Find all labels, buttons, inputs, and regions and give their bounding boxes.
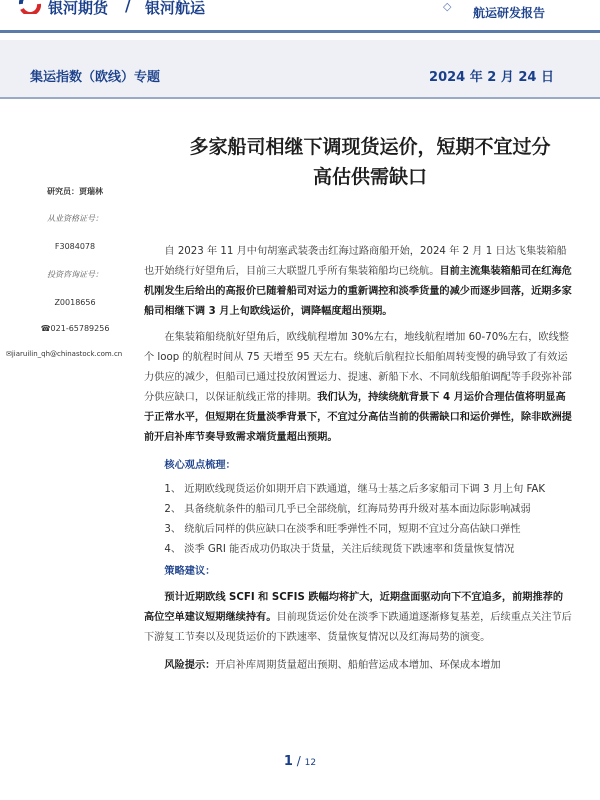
brand-subname: 银河航运 — [145, 0, 206, 17]
header-divider — [0, 30, 600, 33]
report-body — [144, 242, 572, 676]
report-topic: 集运指数（欧线）专题 — [30, 70, 161, 85]
brand-name: 银河期货 — [48, 0, 109, 17]
core-section-title: 核心观点梳理： — [164, 460, 236, 471]
paragraph-2: 在集装箱船绕航好望角后，欧线航程增加 30%左右，地线航程增加 60-70%左右，欧线整个 loop 的航程时间从 75 天增至 95 天左右。绕航后航程拉长船舶周转变慢的确导致了有效运力供应的减少，但船司已通过投放闲置运力、提速、新船下水、不同航线船舶调配等手段弥补部分供应缺口，以保证航线正常的排期。我们认为，持续绕航背景下 4 月运价合理估值将明显高于正常水平，但短期在货量淡季背景下，不宜过分高估当前的供需缺口和运价弹性，除非欧洲提前开启补库节奏导致需求端货量超出预期。 — [144, 332, 572, 443]
title-line-1: 多家船司相继下调现货运价，短期不宜过分 — [189, 136, 551, 158]
core-item: 2、 具备绕航条件的船司几乎已全部绕航，红海局势再升级对基本面边际影响减弱 — [164, 504, 531, 515]
core-item: 1、 近期欧线现货运价如期开启下跌通道，继马士基之后多家船司下调 3 月上旬 FAK — [164, 484, 546, 495]
risk-paragraph: 风险提示：开启补库周期货量超出预期、船舶营运成本增加、环保成本增加 — [164, 660, 501, 671]
cert-label: 从业资格证号： — [47, 214, 103, 223]
total-pages: 12 — [304, 758, 317, 768]
core-item: 4、 淡季 GRI 能否成功仍取决于货量，关注后续现货下跌速率和货量恢复情况 — [164, 544, 515, 555]
brand-separator: / — [125, 0, 131, 15]
cert-number: F3084078 — [54, 242, 96, 251]
band-divider — [0, 97, 600, 99]
page-title — [150, 132, 590, 192]
phone-number: ☎021-65789256 — [40, 324, 110, 333]
title-line-2: 高估供需缺口 — [312, 166, 427, 188]
page-number — [0, 754, 600, 769]
email-address: ✉jiaruilin_qh@chinastock.com.cn — [6, 350, 123, 358]
galaxy-logo-icon — [18, 0, 42, 14]
strategy-section-title: 策略建议： — [164, 566, 216, 577]
report-type: 航运研发报告 — [473, 6, 546, 20]
paragraph-3: 预计近期欧线 SCFI 和 SCFIS 跌幅均将扩大，近期盘面驱动向下不宜追多，前期推荐的高位空单建议短期继续持有。目前现货运价处在淡季下跌通道逐渐修复基差，后续重点关注节后下游复工节奏以及现货运价的下跌速率、货量恢复情况以及红海局势的演变。 — [144, 592, 572, 643]
consult-label: 投资咨询证号： — [47, 270, 103, 279]
report-date: 2024 年 2 月 24 日 — [429, 70, 554, 85]
consult-number: Z0018656 — [54, 298, 96, 307]
paragraph-1: 自 2023 年 11 月中旬胡塞武装袭击红海过路商船开始，2024 年 2 月 1 日达飞集装箱船也开始绕行好望角后，目前三大联盟几乎所有集装箱船均已绕航。目前主流集装箱船司在红海危机刚发生后给出的高报价已随着船司对运力的重新调控和淡季货量的减少而逐步回落，近期多家船司相继下调 3 月上旬欧线运价，调降幅度超出预期。 — [144, 246, 572, 317]
page-separator: / — [296, 754, 301, 768]
current-page: 1 — [283, 754, 293, 769]
report-header — [0, 0, 600, 34]
core-item: 3、 绕航后同样的供应缺口在淡季和旺季弹性不同，短期不宜过分高估缺口弹性 — [164, 524, 521, 535]
diamond-icon: ◇ — [443, 0, 452, 13]
researcher-name: 研究员：贾瑞林 — [47, 187, 103, 196]
